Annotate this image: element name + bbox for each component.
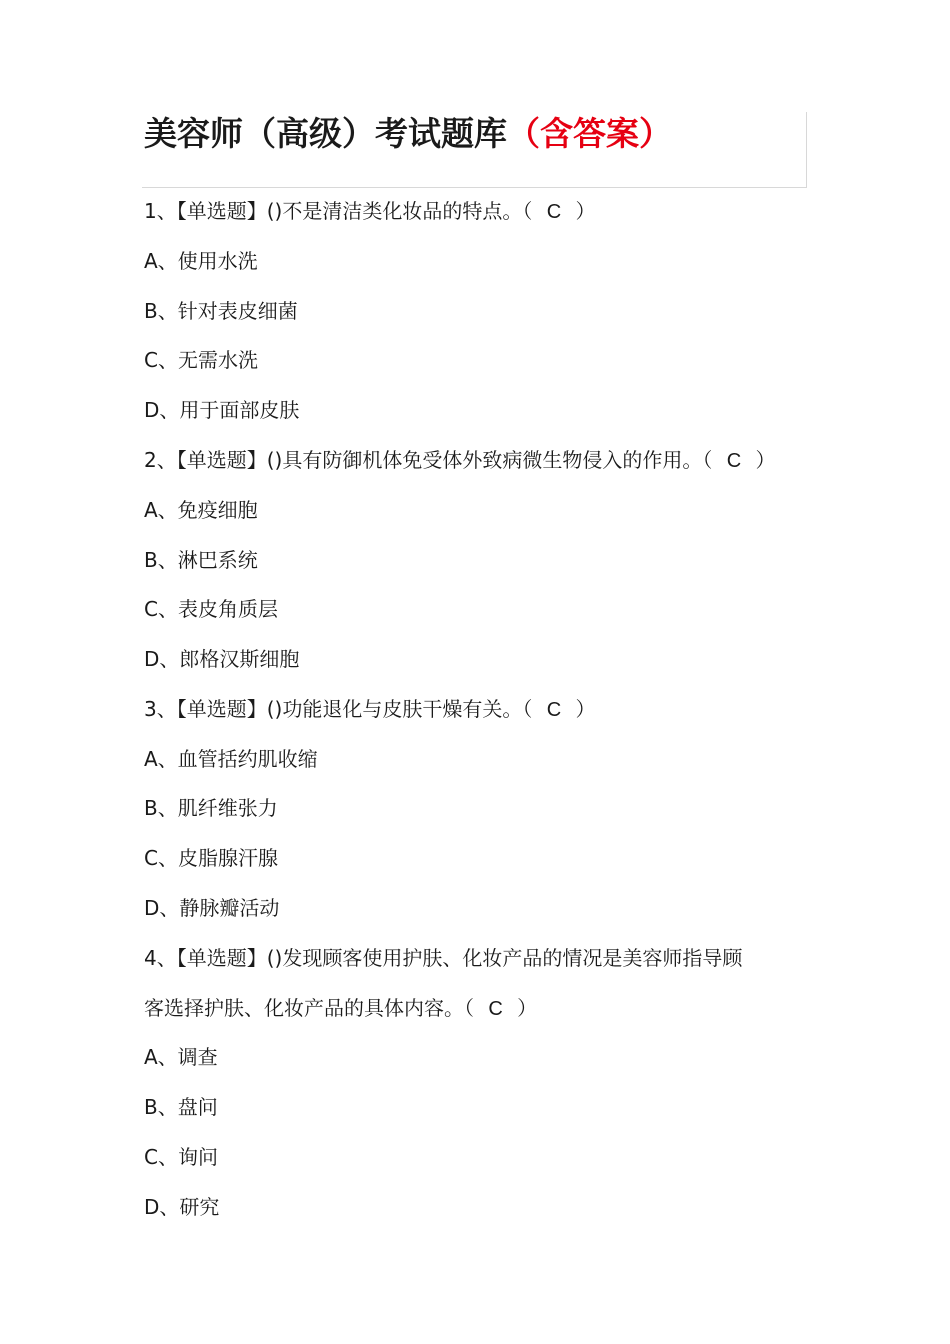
question-1-option-d: D、用于面部皮肤: [144, 398, 300, 422]
question-answer: C: [546, 699, 562, 721]
question-stem-text: 1、【单选题】()不是清洁类化妆品的特点。（: [144, 199, 533, 223]
question-4-option-b: B、盘问: [144, 1095, 218, 1119]
question-4-stem-line-2: [144, 995, 537, 1022]
question-stem-close: ）: [575, 199, 596, 223]
question-stem-text: 3、【单选题】()功能退化与皮肤干燥有关。（: [144, 697, 533, 721]
question-stem-close: ）: [575, 697, 596, 721]
question-4-option-d: D、研究: [144, 1195, 220, 1219]
question-4-option-a: A、调查: [144, 1045, 218, 1069]
question-4-stem-line-1: 4、【单选题】()发现顾客使用护肤、化妆产品的情况是美容师指导顾: [144, 946, 743, 970]
question-3-option-d: D、静脉瓣活动: [144, 896, 280, 920]
question-1-option-b: B、针对表皮细菌: [144, 299, 298, 323]
question-answer: C: [726, 450, 742, 472]
question-2-stem: [144, 447, 776, 474]
question-stem-close: ）: [517, 996, 538, 1020]
question-answer: C: [488, 998, 503, 1020]
question-3-option-a: A、血管括约肌收缩: [144, 747, 318, 771]
title-box: [142, 112, 807, 188]
question-1-option-a: A、使用水洗: [144, 249, 258, 273]
question-stem-text: 客选择护肤、化妆产品的具体内容。（: [144, 996, 474, 1020]
title-accent: （含答案）: [507, 114, 672, 153]
document-title: [144, 114, 672, 154]
question-1-stem: [144, 198, 596, 225]
title-main: 美容师（高级）考试题库: [144, 114, 507, 153]
question-1-option-c: C、无需水洗: [144, 348, 258, 372]
question-3-option-b: B、肌纤维张力: [144, 796, 278, 820]
question-2-option-d: D、郎格汉斯细胞: [144, 647, 300, 671]
question-stem-close: ）: [755, 448, 776, 472]
question-3-option-c: C、皮脂腺汗腺: [144, 846, 278, 870]
question-2-option-c: C、表皮角质层: [144, 597, 278, 621]
question-answer: C: [546, 201, 562, 223]
question-2-option-a: A、免疫细胞: [144, 498, 258, 522]
question-2-option-b: B、淋巴系统: [144, 548, 258, 572]
question-4-option-c: C、询问: [144, 1145, 218, 1169]
question-3-stem: [144, 696, 596, 723]
question-stem-text: 2、【单选题】()具有防御机体免受体外致病微生物侵入的作用。（: [144, 448, 713, 472]
